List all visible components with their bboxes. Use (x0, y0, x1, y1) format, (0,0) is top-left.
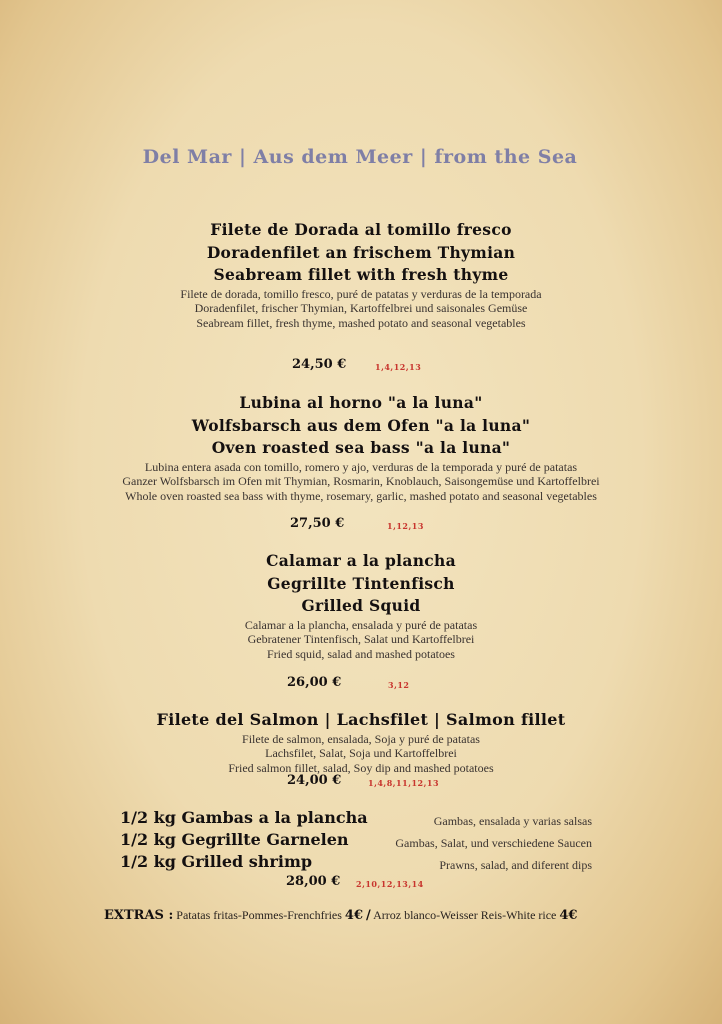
menu-item-lubina (0, 392, 722, 503)
dish-desc: Whole oven roasted sea bass with thyme, rosemary, garlic, mashed potato and seasonal vegetables (125, 488, 597, 503)
dish-desc: Fried salmon fillet, salad, Soy dip and mashed potatoes (228, 760, 494, 775)
extra-item: Patatas fritas-Pommes-Frenchfries (176, 908, 342, 922)
separator: / (366, 908, 371, 923)
dish-desc: Calamar a la plancha, ensalada y puré de patatas (244, 617, 478, 632)
price: 24,50 € (292, 357, 347, 372)
dish-name: Calamar a la plancha (266, 551, 456, 570)
dish-desc: Lachsfilet, Salat, Soja und Kartoffelbrei (265, 746, 457, 760)
gambas-name: 1/2 kg Gegrillte Garnelen (120, 830, 349, 849)
dish-desc: Doradenfilet, frischer Thymian, Kartoffelbrei und saisonales Gemüse (194, 301, 528, 315)
gambas-name: 1/2 kg Gambas a la plancha (120, 808, 368, 827)
allergens: 3,12 (388, 680, 410, 690)
gambas-desc: Gambas, ensalada y varias salsas (433, 814, 592, 828)
extra-price: 4€ (344, 908, 363, 923)
price: 24,00 € (287, 773, 342, 788)
allergens: 1,4,8,11,12,13 (368, 778, 440, 788)
dish-desc: Fried squid, salad and mashed potatoes (267, 646, 455, 661)
dish-name: Wolfsbarsch aus dem Ofen "a la luna" (191, 415, 531, 435)
menu-item-salmon (0, 709, 722, 775)
menu-item-dorada (0, 219, 722, 330)
dish-name: Filete de Dorada al tomillo fresco (210, 220, 512, 239)
section-title: Del Mar | Aus dem Meer | from the Sea (142, 146, 578, 168)
allergens: 2,10,12,13,14 (356, 879, 424, 889)
dish-name: Filete del Salmon | Lachsfilet | Salmon fillet (156, 710, 566, 729)
allergens: 1,12,13 (387, 521, 424, 531)
dish-name: Doradenfilet an frischem Thymian (206, 242, 516, 262)
price: 28,00 € (286, 874, 341, 889)
dish-desc: Lubina entera asada con tomillo, romero y ajo, verduras de la temporada y puré de patatas (144, 459, 578, 474)
dish-name: Grilled Squid (301, 596, 421, 615)
extras-label: EXTRAS : (104, 908, 174, 923)
price: 27,50 € (290, 516, 345, 531)
gambas-desc: Gambas, Salat, und verschiedene Saucen (395, 836, 592, 850)
dish-name: Lubina al horno "a la luna" (239, 393, 483, 412)
extra-item: Arroz blanco-Weisser Reis-White rice (373, 908, 557, 922)
menu-item-calamar (0, 550, 722, 661)
price: 26,00 € (287, 675, 342, 690)
dish-desc: Gebratener Tintenfisch, Salat und Kartoffelbrei (247, 632, 475, 646)
extra-price: 4€ (559, 908, 578, 923)
dish-name: Gegrillte Tintenfisch (267, 573, 455, 593)
gambas-desc: Prawns, salad, and diferent dips (439, 858, 592, 872)
allergens: 1,4,12,13 (375, 362, 422, 372)
dish-name: Seabream fillet with fresh thyme (213, 265, 509, 284)
dish-desc: Filete de salmon, ensalada, Soja y puré de patatas (242, 731, 480, 746)
dish-desc: Ganzer Wolfsbarsch im Ofen mit Thymian, Rosmarin, Knoblauch, Saisongemüse und Kartoffelbrei (122, 474, 600, 488)
dish-desc: Seabream fillet, fresh thyme, mashed potato and seasonal vegetables (196, 315, 526, 330)
dish-desc: Filete de dorada, tomillo fresco, puré de patatas y verduras de la temporada (180, 286, 542, 301)
dish-name: Oven roasted sea bass "a la luna" (211, 438, 511, 457)
extras-line (104, 908, 577, 923)
gambas-name: 1/2 kg Grilled shrimp (120, 852, 313, 871)
